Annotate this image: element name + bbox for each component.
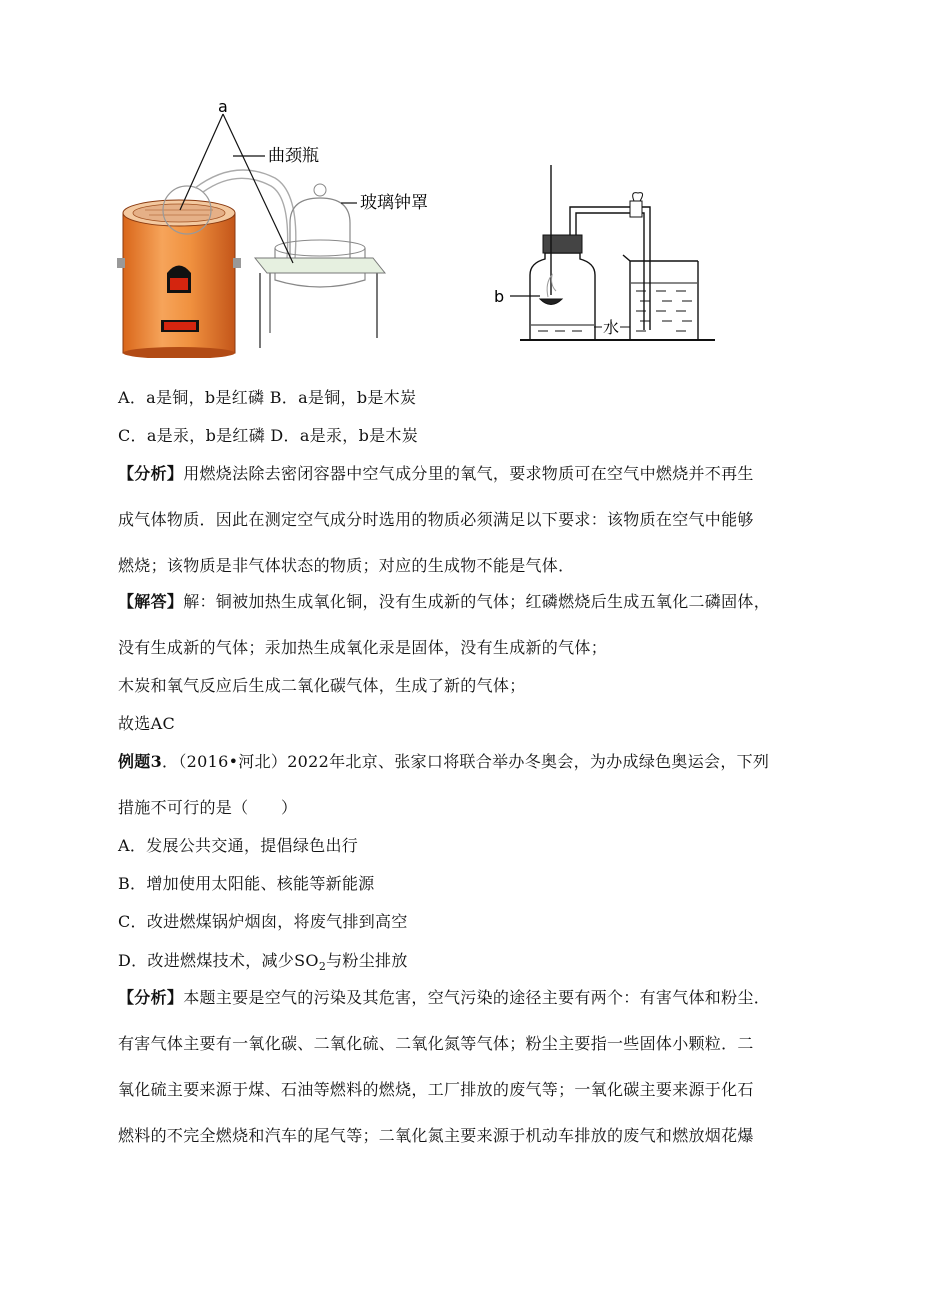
- analysis-1-head: 【分析】: [118, 464, 184, 483]
- answer-1-head: 【解答】: [118, 592, 184, 611]
- label-a: a: [218, 98, 228, 116]
- label-bell-jar: 玻璃钟罩: [360, 193, 428, 213]
- analysis-1-line-3: 燃烧；该物质是非气体状态的物质；对应的生成物不能是气体．: [118, 556, 575, 575]
- answer-1-line-4: 故选AC: [118, 714, 175, 733]
- analysis-1-text-1: 用燃烧法除去密闭容器中空气成分里的氧气，要求物质可在空气中燃烧并不再生: [183, 464, 754, 483]
- analysis-3-head: 【分析】: [118, 988, 184, 1007]
- label-water: 水: [603, 318, 620, 337]
- options-line-2: C．a是汞，b是红磷 D．a是汞，b是木炭: [118, 426, 419, 445]
- example-3-line-1: [118, 752, 769, 772]
- answer-1-line-3: 木炭和氧气反应后生成二氧化碳气体，生成了新的气体；: [118, 676, 526, 695]
- option-3-a: A．发展公共交通，提倡绿色出行: [118, 836, 359, 855]
- analysis-3-line-1: [118, 988, 770, 1008]
- analysis-1-line-2: 成气体物质．因此在测定空气成分时选用的物质必须满足以下要求：该物质在空气中能够: [118, 510, 754, 529]
- label-b: b: [494, 287, 505, 306]
- lavoisier-apparatus-figure: [115, 98, 445, 358]
- answer-1-line-2: 没有生成新的气体；汞加热生成氧化汞是固体，没有生成新的气体；: [118, 638, 608, 657]
- option-3-b: B．增加使用太阳能、核能等新能源: [118, 874, 375, 893]
- analysis-3-line-4: 燃料的不完全燃烧和汽车的尾气等；二氧化氮主要来源于机动车排放的废气和燃放烟花爆: [118, 1126, 754, 1145]
- option-3-d-sub: 2: [318, 960, 327, 974]
- oxygen-measurement-apparatus-figure: [490, 165, 720, 350]
- example-3-line-2: 措施不可行的是（ ）: [118, 798, 298, 817]
- option-3-c: C．改进燃煤锅炉烟囱，将废气排到高空: [118, 912, 408, 931]
- options-line-1: A．a是铜，b是红磷 B．a是铜，b是木炭: [118, 388, 417, 407]
- option-3-d: [118, 951, 408, 977]
- example-3-head: 例题3: [118, 752, 163, 771]
- answer-1-text-1: 解：铜被加热生成氧化铜，没有生成新的气体；红磷燃烧后生成五氧化二磷固体，: [183, 592, 771, 611]
- analysis-1-line-1: [118, 464, 754, 484]
- option-3-d-post: 与粉尘排放: [326, 951, 408, 970]
- option-3-d-pre: D．改进燃煤技术，减少SO: [118, 951, 319, 970]
- answer-1-line-1: [118, 592, 770, 612]
- analysis-3-line-2: 有害气体主要有一氧化碳、二氧化硫、二氧化氮等气体；粉尘主要指一些固体小颗粒．二: [118, 1034, 754, 1053]
- example-3-text-1: ．（2016•河北）2022年北京、张家口将联合举办冬奥会，为办成绿色奥运会，下列: [162, 752, 770, 771]
- analysis-3-line-3: 氧化硫主要来源于煤、石油等燃料的燃烧，工厂排放的废气等；一氧化碳主要来源于化石: [118, 1080, 754, 1099]
- analysis-3-text-1: 本题主要是空气的污染及其危害，空气污染的途径主要有两个：有害气体和粉尘．: [183, 988, 771, 1007]
- label-curved-neck-flask: 曲颈瓶: [268, 146, 319, 166]
